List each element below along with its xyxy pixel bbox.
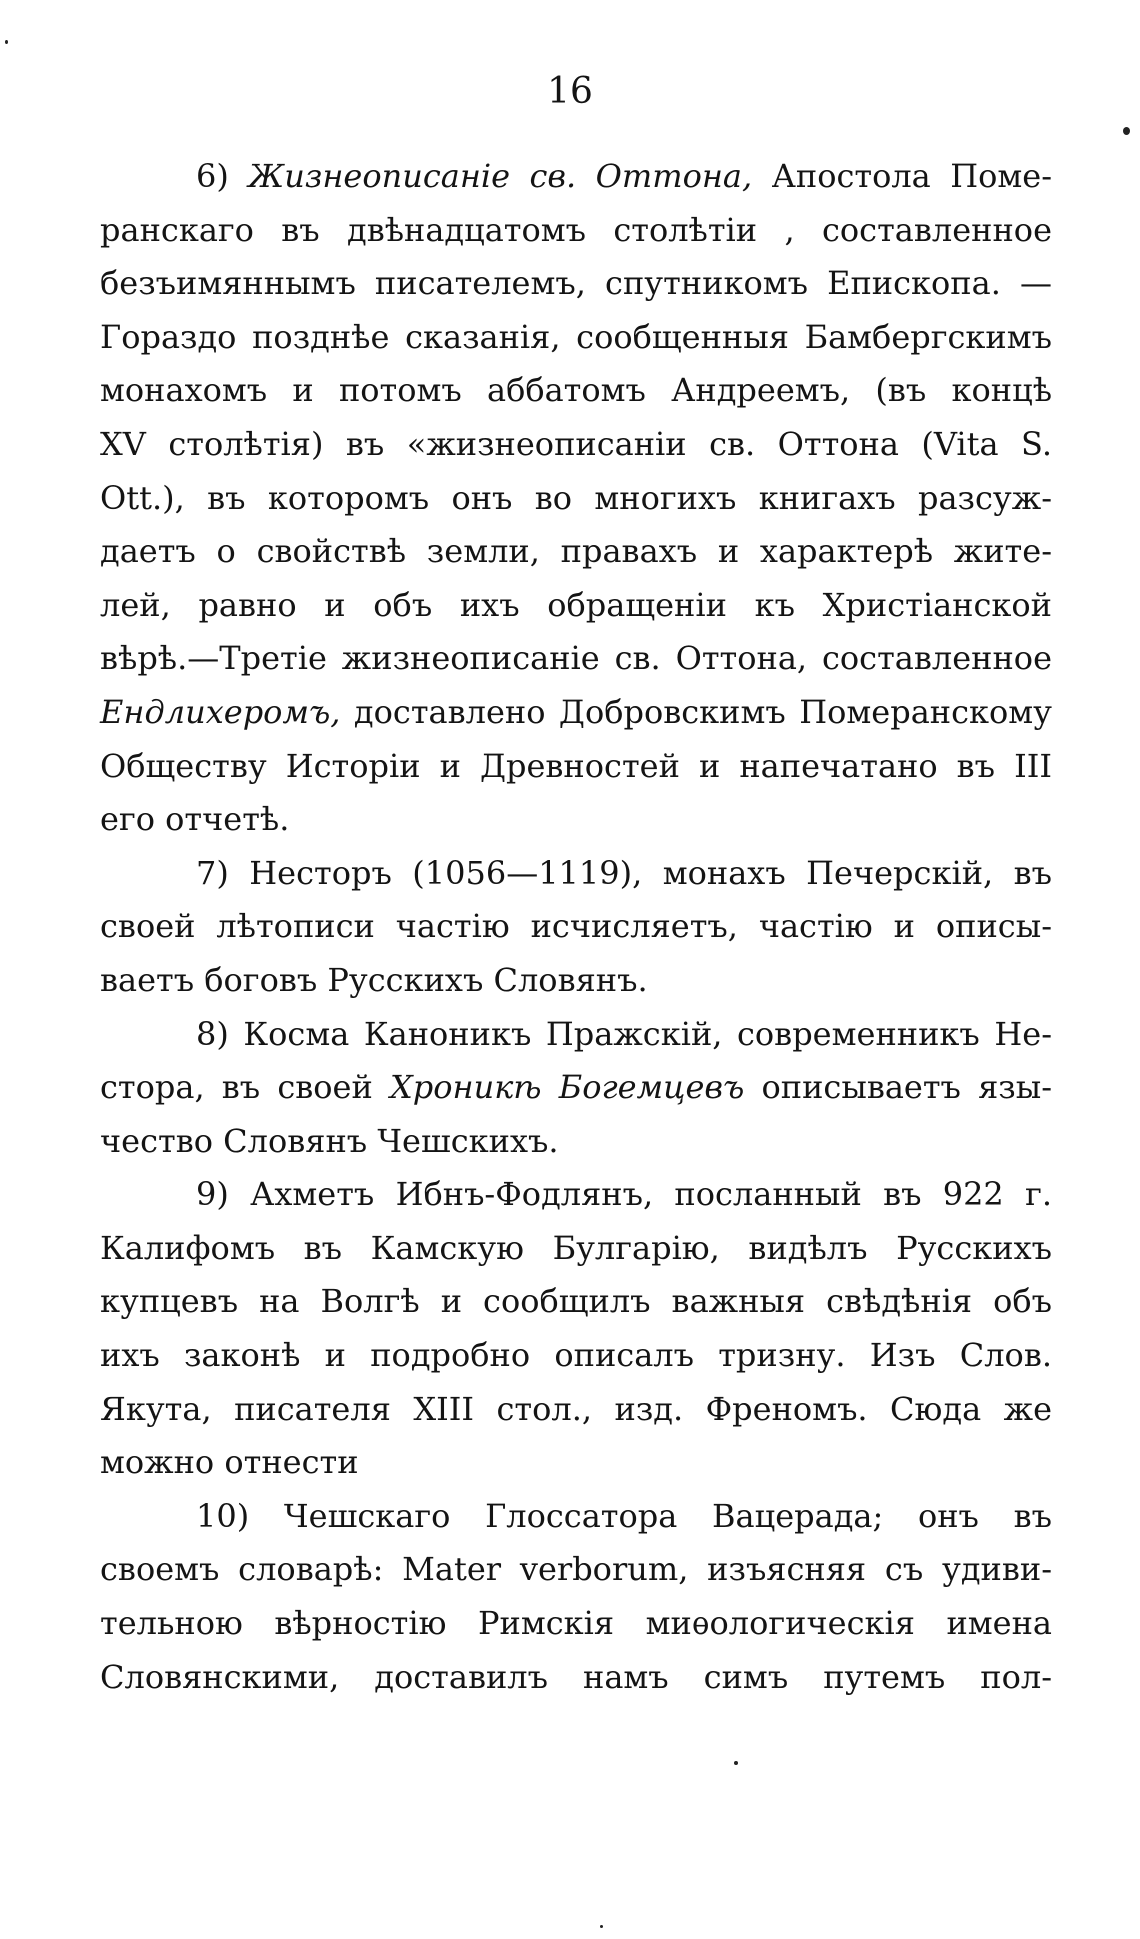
- text-run: ранскаго въ двѣнадцатомъ столѣтіи , составленное: [100, 210, 1052, 249]
- italic-text: Ендлихеромъ,: [100, 692, 341, 731]
- text-line: [100, 257, 1052, 311]
- text-run: 6): [196, 157, 249, 195]
- paragraph-entry-6: [100, 150, 1052, 847]
- text-line: [100, 204, 1052, 258]
- text-run: Ott.), въ которомъ онъ во многихъ книгахъ разсуж-: [100, 478, 1052, 517]
- text-run: тельною вѣрностію Римскія миѳологическія имена: [100, 1604, 1052, 1643]
- text-line: [100, 1008, 1052, 1062]
- text-line: [100, 793, 1052, 847]
- text-line: [100, 472, 1052, 526]
- text-line: [100, 364, 1052, 418]
- text-run: 8) Косма Каноникъ Пражскій, современникъ Не-: [196, 1014, 1052, 1053]
- text-line: [100, 632, 1052, 686]
- text-run: Обществу Исторіи и Древностей и напечатано въ III: [100, 746, 1052, 785]
- text-run: стора, въ своей: [100, 1068, 390, 1107]
- text-run: своемъ словарѣ: Mater verborum, изъясняя съ удиви-: [100, 1550, 1052, 1589]
- body-text: [100, 150, 1052, 1704]
- paragraph-entry-7: [100, 847, 1052, 1008]
- text-line: [100, 525, 1052, 579]
- text-line: [100, 1436, 1052, 1490]
- italic-text: Жизнеописаніе св. Оттона,: [248, 157, 753, 195]
- text-run: своей лѣтописи частію исчисляетъ, частію и описы-: [100, 907, 1052, 946]
- text-run: 9) Ахметъ Ибнъ-Фодлянъ, посланный въ 922 г.: [196, 1175, 1052, 1214]
- text-line: [100, 1329, 1052, 1383]
- text-run: ваетъ боговъ Русскихъ Словянъ.: [100, 960, 648, 999]
- text-run: доставлено Добровскимъ Померанскому: [340, 692, 1052, 731]
- text-line: [100, 1275, 1052, 1329]
- text-run: лей, равно и объ ихъ обращеніи къ Христіанской: [100, 585, 1052, 624]
- text-run: 7) Несторъ (1056—1119), монахъ Печерскій, въ: [196, 853, 1052, 892]
- italic-text: Хроникѣ Богемцевъ: [389, 1068, 745, 1107]
- text-run: безъимяннымъ писателемъ, спутникомъ Епископа. —: [100, 264, 1052, 303]
- text-line: [100, 1222, 1052, 1276]
- text-line: [100, 740, 1052, 794]
- text-line: [100, 847, 1052, 901]
- text-line: [100, 1115, 1052, 1169]
- text-run: чество Словянъ Чешскихъ.: [100, 1121, 559, 1160]
- text-line: [100, 1490, 1052, 1544]
- text-run: даетъ о свойствѣ земли, правахъ и характерѣ жите-: [100, 532, 1052, 571]
- text-line: [100, 1061, 1052, 1115]
- text-run: описываетъ язы-: [744, 1068, 1053, 1107]
- text-line: [100, 1383, 1052, 1437]
- text-run: Якута, писателя XIII стол., изд. Френомъ. Сюда же: [100, 1389, 1052, 1428]
- scan-speck: [734, 1761, 738, 1765]
- text-run: его отчетѣ.: [100, 800, 290, 839]
- text-run: Калифомъ въ Камскую Булгарію, видѣлъ Русскихъ: [100, 1228, 1052, 1267]
- scan-speck: [600, 1925, 603, 1928]
- text-line: [100, 1597, 1052, 1651]
- text-run: Гораздо позднѣе сказанія, сообщенныя Бамбергскимъ: [100, 317, 1052, 356]
- text-line: [100, 900, 1052, 954]
- text-run: XV столѣтія) въ «жизнеописаніи св. Оттона (Vita S.: [100, 424, 1052, 463]
- text-line: [100, 686, 1052, 740]
- text-run: ихъ законѣ и подробно описалъ тризну. Изъ Слов.: [100, 1336, 1052, 1375]
- text-run: можно отнести: [100, 1443, 359, 1482]
- text-line: [100, 954, 1052, 1008]
- page-number: 16: [547, 71, 593, 112]
- paragraph-entry-9: [100, 1168, 1052, 1490]
- text-run: Апостола Поме-: [752, 157, 1053, 195]
- text-line: [100, 1543, 1052, 1597]
- scan-speck: [1123, 127, 1130, 135]
- text-run: вѣрѣ.—Третіе жизнеописаніе св. Оттона, составленное: [100, 639, 1052, 678]
- text-line: [100, 418, 1052, 472]
- text-run: купцевъ на Волгѣ и сообщилъ важныя свѣдѣнія объ: [100, 1282, 1052, 1321]
- text-line: [100, 1651, 1052, 1705]
- text-run: 10) Чешскаго Глоссатора Вацерада; онъ въ: [196, 1496, 1052, 1535]
- text-line: [100, 1168, 1052, 1222]
- scan-speck: [5, 40, 8, 44]
- text-run: монахомъ и потомъ аббатомъ Андреемъ, (въ концѣ: [100, 371, 1052, 410]
- text-line: [100, 579, 1052, 633]
- text-line: [100, 150, 1052, 204]
- paragraph-entry-10: [100, 1490, 1052, 1704]
- text-line: [100, 311, 1052, 365]
- paragraph-entry-8: [100, 1008, 1052, 1169]
- text-run: Словянскими, доставилъ намъ симъ путемъ пол-: [100, 1657, 1052, 1696]
